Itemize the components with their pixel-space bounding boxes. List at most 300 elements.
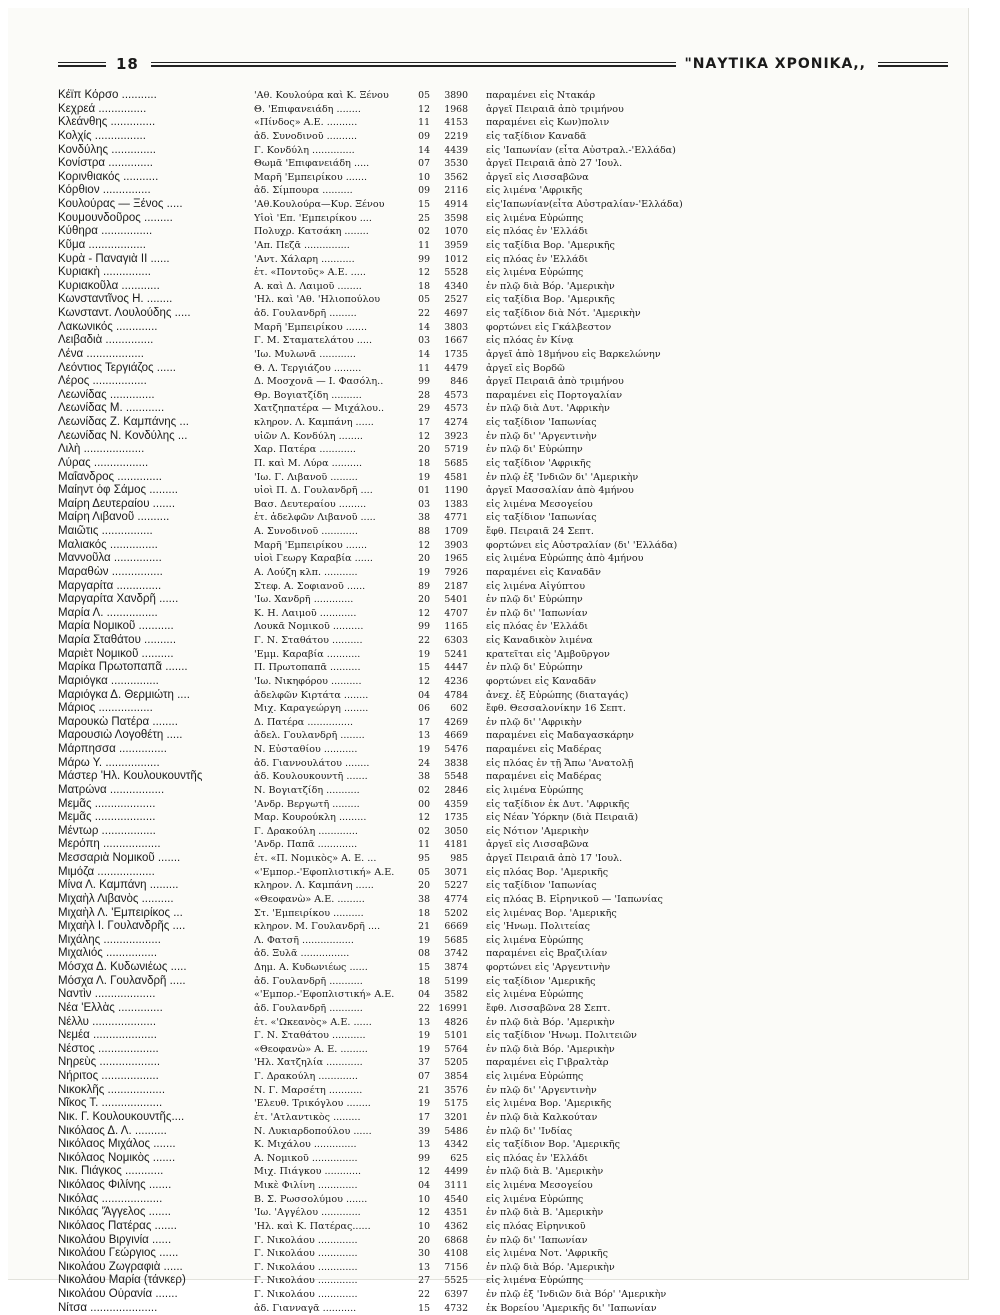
owner-name: Μιχ. Πιάγκου ............ [254, 1166, 362, 1178]
ship-status: παραμένει εἰς Πορτογαλίαν [486, 389, 623, 401]
owner-name: Α. Νομικοῦ ............... [254, 1152, 358, 1164]
owner-name: 'Ηλ. Χατζηλία ............ [254, 1057, 363, 1069]
ship-status: εἰς ταξίδιον ἐκ Δυτ. 'Αφρικῆς [486, 798, 630, 810]
owner-name: Γ. Νικολάου ............. [254, 1289, 358, 1300]
build-year: 12 [418, 103, 430, 115]
build-year: 11 [418, 117, 430, 129]
tonnage: 1968 [444, 103, 468, 115]
tonnage: 3838 [444, 757, 468, 769]
build-year: 17 [418, 417, 430, 428]
tonnage: 4181 [444, 839, 468, 851]
build-year: 12 [418, 267, 430, 279]
table-row [58, 757, 958, 771]
ship-status: ἀργεῖ εἰς Βορδῶ [486, 362, 565, 374]
table-row [58, 1056, 958, 1070]
table-row [58, 648, 958, 662]
build-year: 20 [418, 594, 430, 606]
table-row [58, 947, 958, 961]
ship-name: Νῖκος Τ. ................... [58, 1097, 163, 1110]
owner-name: Στεφ. Α. Σοφιανοῦ ...... [254, 580, 366, 592]
ship-status: ἐν πλῷ δι' 'Αργεντινὴν [486, 1084, 597, 1096]
tonnage: 6397 [444, 1289, 468, 1300]
table-row [58, 975, 958, 989]
table-row [58, 1125, 958, 1139]
owner-name: υἱοὶ Π. Δ. Γουλανδρῆ .... [254, 485, 373, 497]
owner-name: Γ. Νικολάου ............. [254, 1234, 358, 1246]
tonnage: 4351 [444, 1207, 468, 1219]
owner-name: «'Εμπορ.-'Εφοπλιστική» Α.Ε. [254, 866, 395, 878]
build-year: 19 [418, 471, 430, 483]
ship-status: εἰς'Ιαπωνίαν(εἶτα Αὐστραλίαν-'Ελλάδα) [486, 199, 683, 210]
build-year: 13 [418, 1016, 430, 1028]
build-year: 19 [418, 744, 430, 755]
ship-name: Μίνα Λ. Καμπάνη ......... [58, 879, 179, 892]
ship-name: Μιμόζα .................. [58, 865, 155, 878]
build-year: 89 [418, 580, 430, 592]
build-year: 07 [418, 1071, 430, 1082]
tonnage: 4784 [444, 689, 468, 701]
ship-status: ἀργεῖ Πειραιᾶ ἀπὸ τριμήνου [486, 103, 624, 115]
ship-status: εἰς λιμένα Βορ. 'Αμερικῆς [486, 1098, 612, 1110]
table-row [58, 416, 958, 430]
owner-name: κληρον. Λ. Καμπάνη ...... [254, 417, 374, 428]
ship-name: Νικολάου Μαρία (τάνκερ) [58, 1274, 186, 1287]
tonnage: 6303 [444, 635, 468, 646]
build-year: 11 [418, 239, 430, 251]
ship-status: ἐν πλῷ διὰ Δυτ. 'Αφρικὴν [486, 403, 610, 415]
ship-status: εἰς πλόας Βορ. 'Αμερικῆς [486, 866, 609, 878]
ship-name: Νικόλαος Μιχάλος ....... [58, 1138, 176, 1151]
ship-name: Νέα 'Ελλὰς .............. [58, 1001, 163, 1014]
owner-name: 'Αθ. Κουλούρα καὶ Κ. Ξένου [254, 90, 389, 101]
table-row [58, 580, 958, 594]
table-row [58, 552, 958, 566]
build-year: 88 [418, 526, 430, 537]
ship-status: εἰς πλόας ἐν Κίνᾳ [486, 335, 574, 347]
table-row [58, 1261, 958, 1275]
ship-status: εἰς λιμένα Εὐρώπης [486, 1071, 584, 1082]
ship-name: Νικόλας 'Άγγελος ....... [58, 1206, 171, 1219]
build-year: 12 [418, 607, 430, 619]
ship-name: Νικ. Πιάγκος ............ [58, 1165, 164, 1178]
ship-name: Μαργαρίτα .............. [58, 579, 162, 592]
ship-status: ἐν πλῷ δι' 'Αργεντινὴν [486, 430, 597, 442]
ship-name: Λακωνικός ............. [58, 320, 158, 333]
table-row [58, 866, 958, 880]
ship-name: Νικόλαος Πατέρας ....... [58, 1219, 177, 1232]
ship-name: Κωνσταντ. Λουλούδης ..... [58, 307, 191, 319]
build-year: 12 [418, 430, 430, 442]
ship-name: Μάρπησσα ............... [58, 743, 167, 755]
tonnage: 3111 [444, 1180, 468, 1191]
table-row [58, 89, 958, 103]
ship-name: Λεωνίδας Ν. Κονδύλης ... [58, 429, 188, 442]
ship-status: ἐν πλῷ διὰ Βόρ. 'Αμερικὴν [486, 1261, 615, 1273]
owner-name: υἱοὶ Γεωργ Καραβία ...... [254, 553, 373, 565]
table-row [58, 675, 958, 689]
journal-title: "ΝΑΥΤΙΚΑ ΧΡΟΝΙΚΑ,, [684, 56, 866, 72]
tonnage: 3874 [444, 962, 468, 973]
table-row [58, 239, 958, 253]
tonnage: 3576 [444, 1084, 468, 1096]
table-row [58, 1274, 958, 1288]
ship-name: Λύρας ................. [58, 456, 149, 469]
table-row [58, 743, 958, 757]
ship-name: Μαρουκὼ Πατέρα ........ [58, 715, 178, 728]
owner-name: 'Εμμ. Καραβία ........... [254, 648, 361, 660]
ship-name: Μεμᾶς ................... [58, 811, 156, 824]
ship-name: Κέϊπ Κόρσο ........... [58, 89, 157, 101]
tonnage: 5241 [444, 648, 468, 660]
owner-name: 'Ηλ. καὶ 'Αθ. 'Ηλιοπούλου [254, 294, 381, 306]
ship-name: Κονίστρα .............. [58, 157, 153, 170]
tonnage: 4826 [444, 1016, 468, 1028]
owner-name: Α. Λούζη κλπ. ........... [254, 566, 358, 578]
ship-name: Λεωνίδας Ζ. Καμπάνης ... [58, 416, 189, 428]
tonnage: 4269 [444, 716, 468, 728]
owner-name: Μαρ. Κουρούκλη ......... [254, 812, 367, 824]
table-row [58, 907, 958, 921]
owner-name: κληρον. Λ. Καμπάνη ...... [254, 880, 374, 892]
owner-name: Γ. Δρακούλη ............. [254, 1071, 358, 1082]
build-year: 22 [418, 1002, 430, 1014]
build-year: 09 [418, 185, 430, 197]
table-row [58, 430, 958, 444]
build-year: 14 [418, 144, 430, 156]
ship-name: Κολχίς ................ [58, 129, 146, 142]
ship-status: εἰς πλόας ἐν 'Ελλάδι [486, 253, 589, 265]
table-row [58, 1097, 958, 1111]
table-row [58, 988, 958, 1002]
build-year: 21 [418, 1084, 430, 1096]
tonnage: 6868 [444, 1234, 468, 1246]
build-year: 99 [418, 376, 430, 388]
table-row [58, 525, 958, 539]
ship-name: Μαίρη Δευτεραίου ....... [58, 497, 176, 510]
tonnage: 2219 [444, 130, 468, 142]
build-year: 24 [418, 757, 430, 769]
ship-status: ἀργεῖ ἀπὸ 18μήνου εἰς Βαρκελώνην [486, 348, 661, 360]
table-row [58, 1247, 958, 1261]
tonnage: 2846 [444, 784, 468, 796]
table-row [58, 634, 958, 648]
ship-name: Μεσσαριὰ Νομικοῦ ....... [58, 852, 181, 864]
tonnage: 625 [450, 1152, 468, 1164]
ship-status: φορτώνει εἰς Γκάλβεστον [486, 321, 612, 333]
ship-status: εἰς ταξίδιον 'Ιαπωνίας [486, 512, 597, 524]
ship-status: ἐν πλῷ διὰ Βόρ. 'Αμερικὴν [486, 280, 615, 292]
build-year: 03 [418, 498, 430, 510]
build-year: 11 [418, 839, 430, 851]
tonnage: 5685 [444, 934, 468, 946]
ship-status: εἰς ταξίδιον 'Ιαπωνίας [486, 880, 597, 892]
ship-status: ἐν πλῷ ἐξ 'Ινδιῶν δι' 'Αμερικὴν [486, 471, 639, 483]
build-year: 27 [418, 1275, 430, 1287]
tonnage: 4108 [444, 1248, 468, 1260]
table-row [58, 1002, 958, 1016]
tonnage: 3582 [444, 989, 468, 1001]
owner-name: Α. καὶ Δ. Λαιμοῦ ........ [254, 280, 362, 292]
ship-status: ἐν πλῷ διὰ Βόρ. 'Αμερικὴν [486, 1043, 615, 1055]
table-row [58, 1084, 958, 1098]
ship-status: ἔφθ. Πειραιᾶ 24 Σεπτ. [486, 526, 594, 537]
tonnage: 4447 [444, 662, 468, 674]
tonnage: 5199 [444, 975, 468, 987]
ship-name: Νικόλαος Φιλίνης ....... [58, 1179, 172, 1191]
owner-name: 'Ιω. 'Αγγέλου ............. [254, 1207, 361, 1219]
tonnage: 602 [450, 703, 468, 715]
tonnage: 5227 [444, 880, 468, 892]
ship-name: Κυριακὴ ............... [58, 266, 151, 279]
ship-name: Μάριος ................. [58, 702, 153, 715]
owner-name: Ν. Εὐσταθίου ........... [254, 744, 358, 755]
owner-name: Δ. Μοσχονᾶ — Ι. Φασόλη.. [254, 376, 384, 388]
header-rule-right [878, 62, 948, 67]
build-year: 18 [418, 975, 430, 987]
ship-status: ἀργεῖ Πειραιᾶ ἀπὸ τριμήνου [486, 376, 624, 388]
build-year: 17 [418, 716, 430, 728]
ship-name: Νικόλαος Δ. Λ. .......... [58, 1124, 167, 1137]
ship-name: Κορινθιακός ........... [58, 170, 159, 183]
table-row [58, 566, 958, 580]
owner-name: υἱῶν Λ. Κονδύλη ........ [254, 430, 363, 442]
header-rule-left [58, 62, 106, 67]
table-row [58, 661, 958, 675]
table-row [58, 280, 958, 294]
ship-name: Ναντὶν ................... [58, 988, 156, 1001]
ship-name: Μόσχα Λ. Γουλανδρῆ ..... [58, 974, 186, 987]
owner-name: Γ. Ν. Σταθάτου ........... [254, 1030, 366, 1042]
build-year: 02 [418, 825, 430, 837]
ship-name: Μάστερ 'Ηλ. Κουλουκουντῆς [58, 770, 203, 783]
tonnage: 4697 [444, 308, 468, 319]
build-year: 14 [418, 321, 430, 333]
ship-status: ἔφθ. Θεσσαλονίκην 16 Σεπτ. [486, 703, 626, 715]
owner-name: ἀδ. Κουλουκουντῆ ....... [254, 771, 368, 783]
ship-name: Μαρία Νομικοῦ ........... [58, 620, 174, 633]
tonnage: 4707 [444, 607, 468, 619]
build-year: 13 [418, 1139, 430, 1151]
tonnage: 5101 [444, 1030, 468, 1042]
build-year: 20 [418, 1234, 430, 1246]
ship-status: εἰς ταξίδια Βορ. 'Αμερικῆς [486, 239, 615, 251]
owner-name: 'Απ. Πεζᾶ ............... [254, 239, 350, 251]
tonnage: 6669 [444, 921, 468, 933]
owner-name: «Θεοφανὼ» Α.Ε. ......... [254, 893, 365, 905]
tonnage: 5401 [444, 594, 468, 606]
build-year: 19 [418, 1043, 430, 1055]
ship-status: εἰς πλόας ἐν 'Ελλάδι [486, 621, 589, 633]
ship-status: εἰς Καναδικὸν λιμένα [486, 635, 593, 646]
owner-name: Π. Πρωτοπαπᾶ .......... [254, 662, 361, 674]
owner-name: Μαρῆ 'Εμπειρίκου ....... [254, 321, 368, 333]
owner-name: Γ. Μ. Σταματελάτου ..... [254, 335, 373, 347]
ship-status: κρατεῖται εἰς 'Αμβοῦργον [486, 648, 610, 660]
tonnage: 2116 [444, 185, 468, 197]
tonnage: 3562 [444, 171, 468, 183]
build-year: 30 [418, 1248, 430, 1260]
tonnage: 4573 [444, 389, 468, 401]
table-row [58, 362, 958, 376]
build-year: 18 [418, 280, 430, 292]
tonnage: 1709 [444, 526, 468, 537]
owner-name: Χατζηπατέρα — Μιχάλου.. [254, 403, 385, 415]
table-row [58, 1152, 958, 1166]
ship-name: Μεμᾶς ................... [58, 797, 156, 810]
table-row [58, 689, 958, 703]
build-year: 04 [418, 689, 430, 701]
tonnage: 3923 [444, 430, 468, 442]
build-year: 22 [418, 1289, 430, 1300]
owner-name: Θ. Λ. Τεργιάζου ......... [254, 362, 362, 374]
tonnage: 846 [450, 376, 468, 388]
owner-name: 'Αντ. Χάλαρη ........... [254, 253, 355, 265]
build-year: 05 [418, 866, 430, 878]
ship-name: Μαννοῦλα ............... [58, 552, 162, 565]
ship-name: Μαριὲτ Νομικοῦ .......... [58, 647, 174, 660]
ship-status: παραμένει εἰς Βραζιλίαν [486, 948, 608, 960]
build-year: 99 [418, 1152, 430, 1164]
table-row [58, 130, 958, 144]
tonnage: 5764 [444, 1043, 468, 1055]
owner-name: Γ. Δρακούλη ............. [254, 825, 358, 837]
build-year: 15 [418, 662, 430, 674]
ship-status: ἐν πλῷ διὰ Καλκούταν [486, 1111, 598, 1123]
tonnage: 4581 [444, 471, 468, 483]
owner-name: ἑτ. «'Ωκεανὸς» Α.Ε. ...... [254, 1016, 372, 1028]
table-row [58, 498, 958, 512]
ship-status: παραμένει εἰς Ντακάρ [486, 90, 596, 101]
ship-status: ἐν πλῷ δι' 'Ιαπωνίαν [486, 1234, 588, 1246]
table-row [58, 702, 958, 716]
table-row [58, 770, 958, 784]
owner-name: Γ. Κονδύλη .............. [254, 144, 355, 156]
build-year: 22 [418, 308, 430, 319]
table-row [58, 348, 958, 362]
ship-name: Νεμέα .................... [58, 1029, 157, 1042]
owner-name: ἀδ. Σίμπουρα .......... [254, 185, 353, 197]
ship-name: Νίτσα ..................... [58, 1301, 158, 1314]
tonnage: 5175 [444, 1098, 468, 1110]
build-year: 12 [418, 675, 430, 687]
ship-name: Λιλὴ ................... [58, 443, 145, 456]
page-header [58, 52, 948, 76]
owner-name: Β. Σ. Ρωσσολύμου ....... [254, 1193, 368, 1205]
ship-name: Μιχαὴλ Λ. 'Εμπειρίκος ... [58, 906, 183, 919]
ship-status: εἰς λιμένα Εὐρώπης [486, 1275, 584, 1287]
owner-name: 'Ιω. Χανδρῆ ............. [254, 594, 354, 606]
owner-name: ἀδελ. Γουλανδρῆ ........ [254, 730, 365, 742]
table-row [58, 402, 958, 416]
ship-name: Κλεάνθης .............. [58, 116, 156, 129]
build-year: 19 [418, 1098, 430, 1110]
ship-status: εἰς λιμένα Εὐρώπης [486, 1193, 584, 1205]
ship-name: Νικόλαος Νομικὸς ....... [58, 1151, 176, 1164]
build-year: 13 [418, 1261, 430, 1273]
build-year: 12 [418, 1207, 430, 1219]
build-year: 20 [418, 880, 430, 892]
owner-name: ἀδ. Ξυλᾶ ................ [254, 948, 350, 960]
ship-name: Μαραθὼν ................ [58, 565, 163, 578]
ship-status: ἐν πλῷ διὰ Βόρ. 'Αμερικὴν [486, 1016, 615, 1028]
table-row [58, 457, 958, 471]
ship-status: εἰς λιμένα Εὐρώπης [486, 212, 584, 224]
table-row [58, 307, 958, 321]
tonnage: 1667 [444, 335, 468, 347]
owner-name: Μικὲ Φιλίνη ............. [254, 1180, 358, 1191]
ship-name: Μαριόγκα ............... [58, 674, 159, 687]
owner-name: 'Ιω. Νικηφόρου .......... [254, 675, 362, 687]
owner-name: Θ. 'Επιφανειάδη ........ [254, 103, 361, 115]
build-year: 28 [418, 389, 430, 401]
owner-name: 'Ανδρ. Βεργωτῆ ......... [254, 798, 360, 810]
ship-name: Μαίηντ ὀφ Σάμος ......... [58, 484, 178, 497]
owner-name: Πολυχρ. Κατσάκη ........ [254, 226, 369, 238]
ship-name: Κουλούρας — Ξένος ..... [58, 198, 183, 210]
tonnage: 4669 [444, 730, 468, 742]
table-row [58, 920, 958, 934]
owner-name: ἀδ. Γουλανδρῆ ........... [254, 975, 363, 987]
owner-name: Λουκᾶ Νομικοῦ .......... [254, 621, 364, 633]
build-year: 06 [418, 703, 430, 715]
tonnage: 5525 [444, 1275, 468, 1287]
ship-name: Μαΐανδρος .............. [58, 470, 162, 483]
build-year: 17 [418, 1111, 430, 1123]
owner-name: Λ. Φατσῆ ................. [254, 934, 354, 946]
owner-name: ἑτ. ἀδελφῶν Λιβανοῦ ..... [254, 512, 376, 524]
build-year: 19 [418, 934, 430, 946]
tonnage: 1190 [444, 485, 468, 497]
table-row [58, 838, 958, 852]
ship-name: Μέντωρ ................. [58, 824, 156, 837]
ship-name: Νικοκλῆς .................. [58, 1083, 166, 1096]
tonnage: 4362 [444, 1220, 468, 1232]
table-row [58, 1288, 958, 1302]
ship-status: ἀνεχ. ἐξ Εὐρώπης (διαταγάς) [486, 689, 629, 701]
build-year: 12 [418, 1166, 430, 1178]
table-row [58, 198, 958, 212]
page-number: 18 [116, 55, 139, 73]
owner-name: κληρον. Μ. Γουλανδρῆ .... [254, 921, 381, 933]
table-row [58, 593, 958, 607]
tonnage: 2187 [444, 580, 468, 592]
owner-name: Γ. Νικολάου ............. [254, 1275, 358, 1287]
build-year: 12 [418, 539, 430, 551]
owner-name: «'Εμπορ.-'Εφοπλιστική» Α.Ε. [254, 989, 395, 1001]
table-row [58, 389, 958, 403]
owner-name: Ν. Λυκιαρδοπούλου ...... [254, 1125, 372, 1137]
ship-name: Μαλιακός ............... [58, 538, 158, 551]
ship-status: εἰς ταξίδιον διὰ Νότ. 'Αμερικὴν [486, 308, 641, 319]
table-row [58, 212, 958, 226]
build-year: 19 [418, 648, 430, 660]
build-year: 10 [418, 171, 430, 183]
ship-status: ἀργεῖ Πειραιᾶ ἀπὸ 27 'Ιουλ. [486, 158, 623, 170]
build-year: 10 [418, 1193, 430, 1205]
ship-status: ἐκ Βορείου 'Αμερικῆς δι' 'Ιαπωνίαν [486, 1302, 657, 1314]
ship-name: Μαρουσιὼ Λογοθέτη ..... [58, 729, 183, 742]
ship-name: Μαίρη Λιβανοῦ .......... [58, 511, 170, 524]
ship-status: εἰς πλόας Εἰρηνικοῦ [486, 1220, 586, 1232]
ship-status: ἔφθ. Λισσαβῶνα 28 Σεπτ. [486, 1002, 611, 1014]
ship-name: Μαρία Λ. ................ [58, 606, 158, 619]
owner-name: Στ. 'Εμπειρίκου .......... [254, 907, 364, 919]
owner-name: ἀδ. Γιανναγᾶ ........... [254, 1302, 357, 1314]
ship-name: Λεόντιος Τεργιάζος ...... [58, 361, 176, 374]
table-row [58, 375, 958, 389]
tonnage: 7926 [444, 566, 468, 578]
owner-name: 'Ελευθ. Τρικόγλου ........ [254, 1098, 371, 1110]
